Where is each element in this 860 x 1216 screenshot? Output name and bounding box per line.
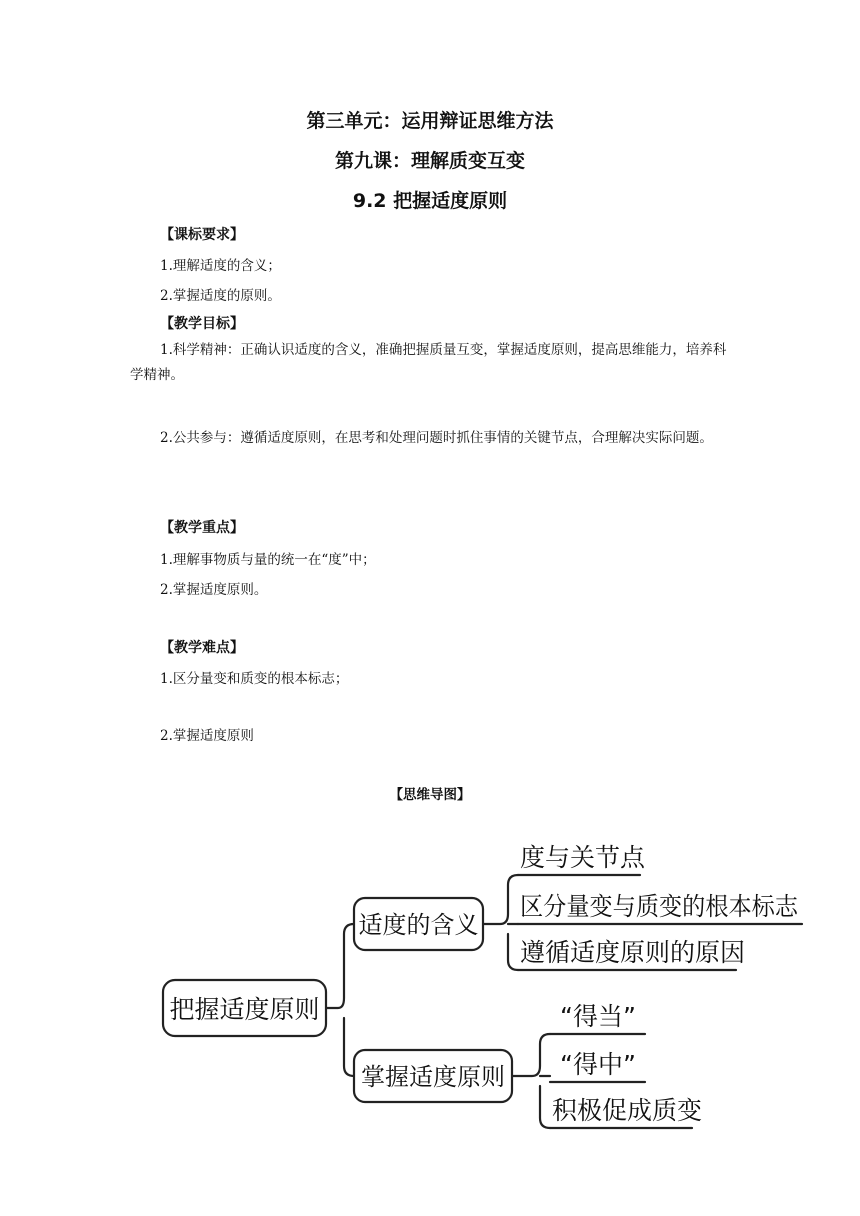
standards-item: 2.掌握适度的原则。 <box>160 288 281 304</box>
key-points-heading: 【教学重点】 <box>160 520 244 536</box>
connector-branch-1 <box>483 875 518 970</box>
leaf-label: “得当” <box>560 1002 636 1031</box>
section-title: 9.2 把握适度原则 <box>352 190 508 212</box>
mindmap-heading: 【思维导图】 <box>389 787 471 803</box>
branch-label: 掌握适度原则 <box>361 1063 505 1091</box>
difficulties-heading: 【教学难点】 <box>160 640 244 656</box>
branch-label: 适度的含义 <box>358 911 479 939</box>
leaf-label: “得中” <box>560 1050 636 1079</box>
difficulties-item: 2.掌握适度原则 <box>160 728 254 744</box>
leaf-label: 遵循适度原则的原因 <box>520 938 746 967</box>
goals-heading: 【教学目标】 <box>160 316 244 332</box>
difficulties-item: 1.区分量变和质变的根本标志； <box>160 671 349 687</box>
standards-item: 1.理解适度的含义； <box>160 258 281 274</box>
leaf-label: 积极促成质变 <box>552 1096 703 1125</box>
root-node-label: 把握适度原则 <box>169 995 320 1024</box>
standards-heading: 【课标要求】 <box>160 227 244 243</box>
mind-map <box>0 820 860 1150</box>
goals-item-1: 1.科学精神：正确认识适度的含义，准确把握质量互变，掌握适度原则，提高思维能力，培养科学精神。 <box>130 342 727 383</box>
connector-branch-2 <box>512 1034 550 1128</box>
key-points-item: 1.理解事物质与量的统一在“度”中； <box>160 552 376 568</box>
connector-root <box>326 924 354 1076</box>
goals-item-2: 2.公共参与：遵循适度原则，在思考和处理问题时抓住事情的关键节点，合理解决实际问题。 <box>160 430 713 446</box>
unit-title: 第三单元：运用辩证思维方法 <box>306 110 554 132</box>
lesson-title: 第九课：理解质变互变 <box>334 150 525 172</box>
leaf-label: 区分量变与质变的根本标志 <box>520 892 799 921</box>
key-points-item: 2.掌握适度原则。 <box>160 582 268 598</box>
leaf-label: 度与关节点 <box>520 843 646 872</box>
